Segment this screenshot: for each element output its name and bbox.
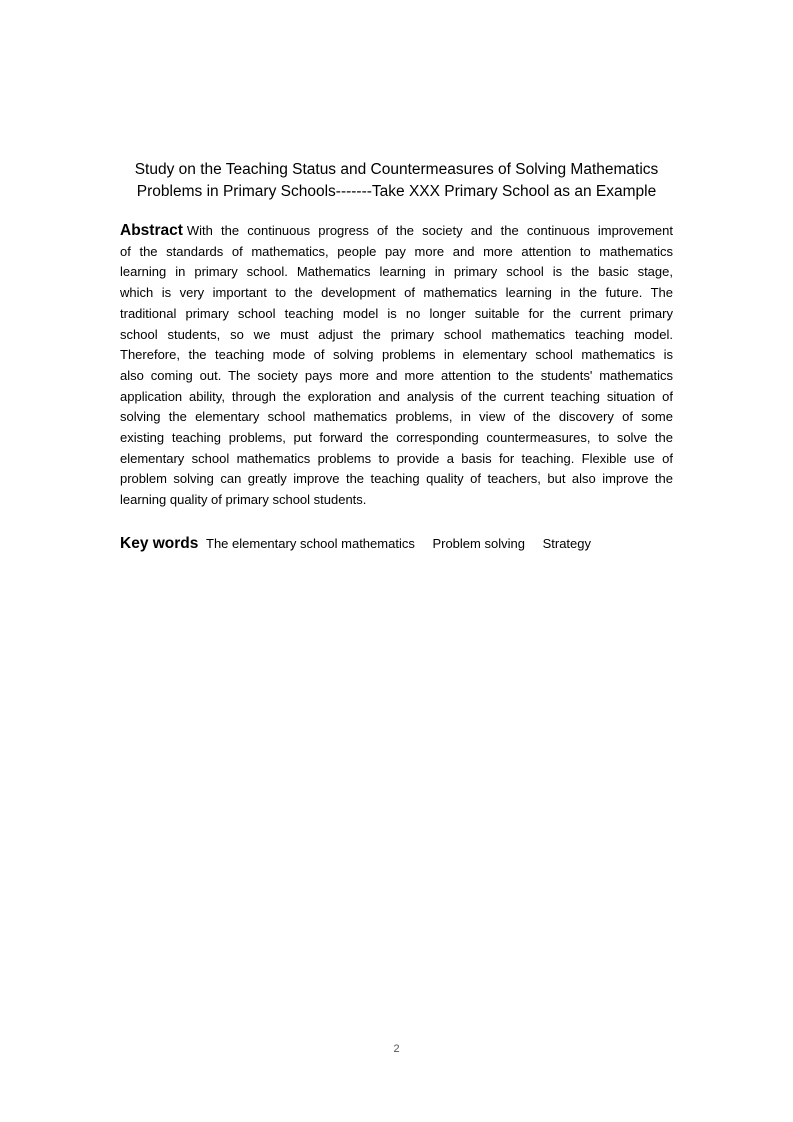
document-title: [100, 159, 693, 203]
abstract-line-4: which is very important to the development of mathematics learning in the future. The: [120, 285, 673, 301]
title-line-1: Study on the Teaching Status and Countermeasures of Solving Mathematics: [134, 161, 659, 178]
keyword-item-2: Problem solving: [432, 536, 525, 551]
abstract-line-11: existing teaching problems, put forward the corresponding countermeasures, to solve the: [120, 430, 673, 446]
abstract-line-14: learning quality of primary school students.: [120, 492, 367, 508]
abstract-line-10: solving the elementary school mathematics problems, in view of the discovery of some: [120, 409, 673, 425]
keyword-item-1: The elementary school mathematics: [206, 536, 415, 551]
keywords-section: [120, 533, 673, 555]
abstract-line-13: problem solving can greatly improve the teaching quality of teachers, but also improve the: [120, 471, 673, 487]
abstract-line-1: [120, 221, 673, 242]
abstract-line-12: elementary school mathematics problems to provide a basis for teaching. Flexible use of: [120, 450, 673, 466]
abstract-line-8: also coming out. The society pays more and more attention to the students' mathematics: [120, 367, 673, 383]
abstract-line-7: Therefore, the teaching mode of solving problems in elementary school mathematics is: [120, 347, 673, 363]
abstract-line-5: traditional primary school teaching model is no longer suitable for the current primary: [120, 305, 673, 321]
abstract-line-6: school students, so we must adjust the primary school mathematics teaching model.: [120, 326, 673, 342]
abstract-line-3: learning in primary school. Mathematics learning in primary school is the basic stage,: [120, 264, 673, 280]
abstract-text-1: With the continuous progress of the society and the continuous improvement: [186, 223, 673, 238]
page-number: 2: [393, 1043, 400, 1055]
abstract-label: Abstract: [120, 222, 183, 239]
abstract-line-9: application ability, through the exploration and analysis of the current teaching situation of: [120, 388, 673, 404]
keywords-label: Key words: [120, 535, 199, 552]
abstract-section: [120, 221, 673, 511]
keyword-item-3: Strategy: [542, 536, 591, 551]
abstract-line-2: of the standards of mathematics, people pay more and more attention to mathematics: [120, 243, 673, 259]
title-line-2: Problems in Primary Schools-------Take XXX Primary School as an Example: [136, 183, 657, 200]
